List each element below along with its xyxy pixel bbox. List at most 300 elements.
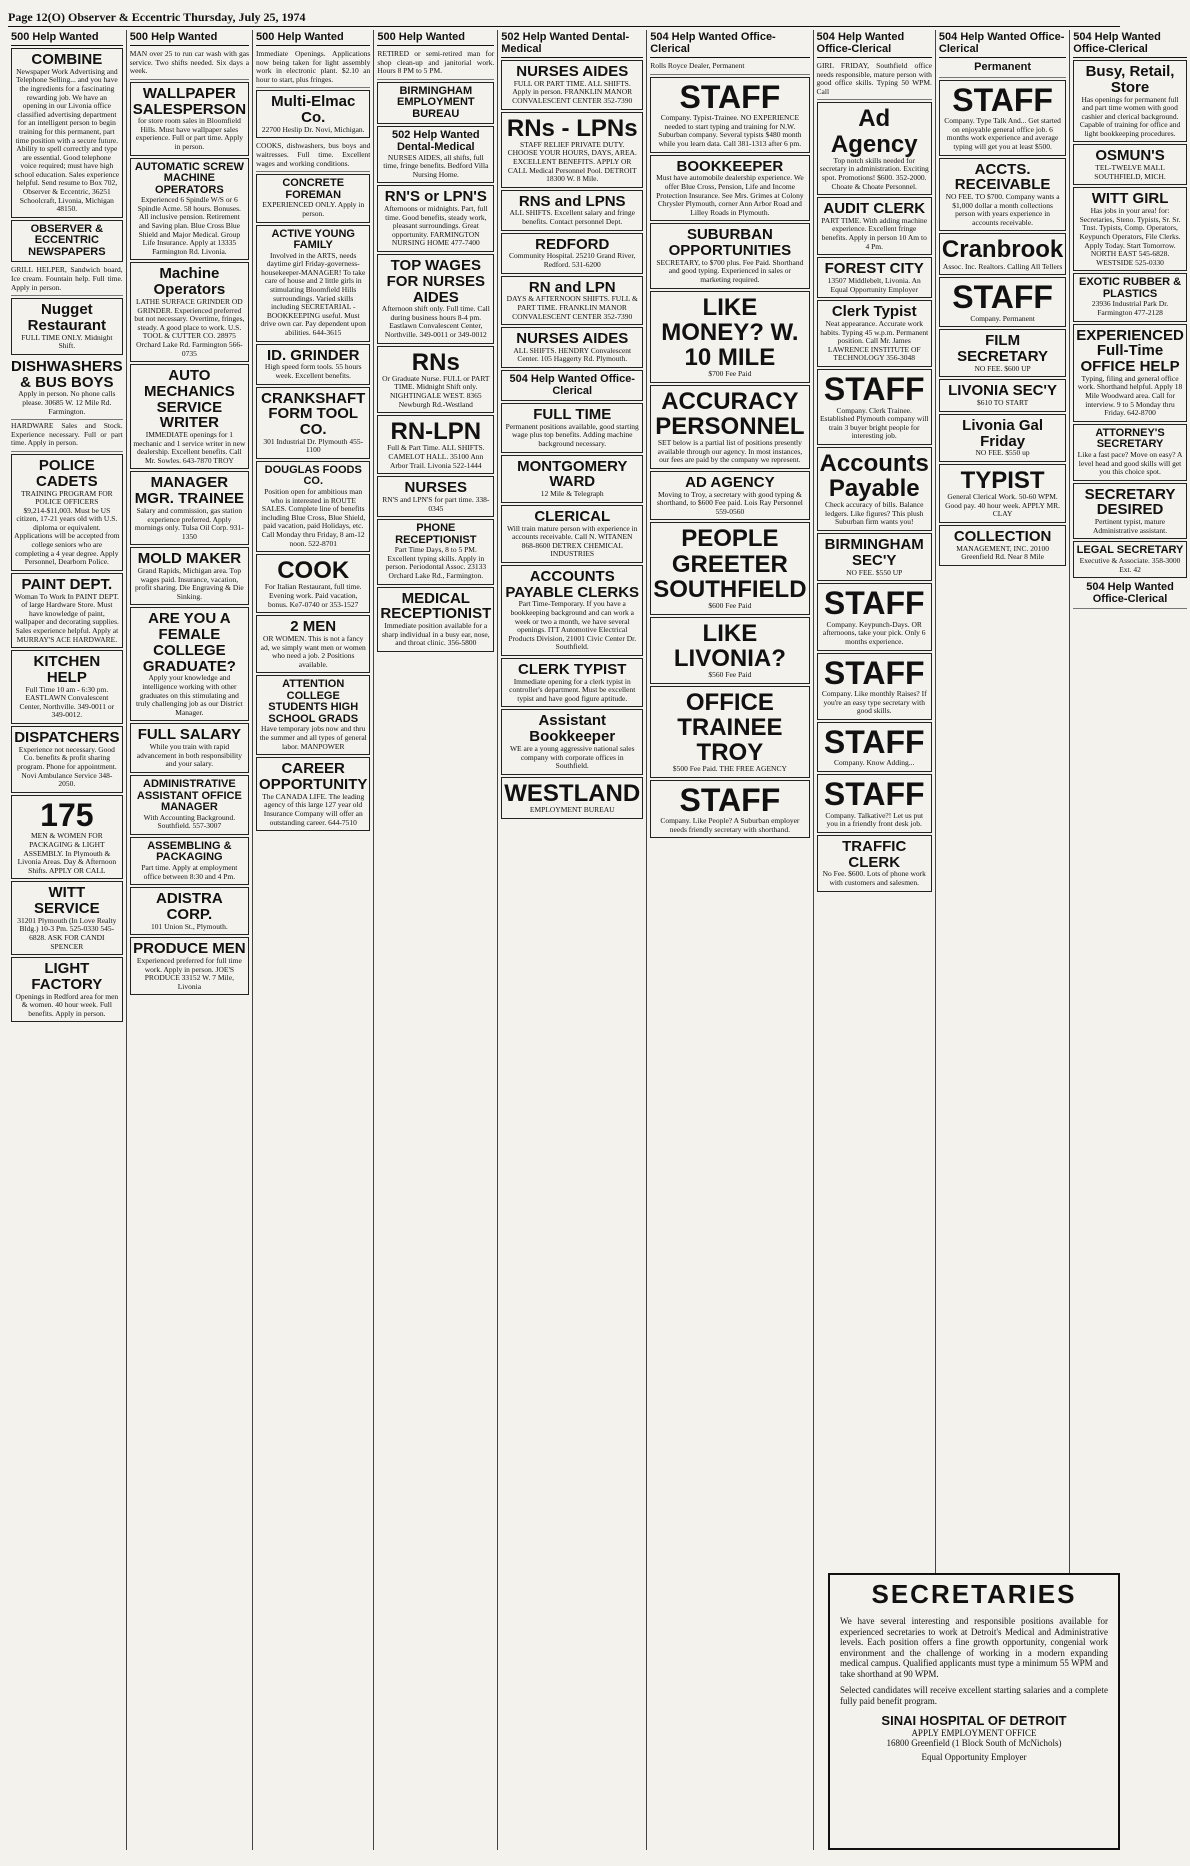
ad-body: MAN over 25 to run car wash with gas service. Two shifts needed. Six days a week. xyxy=(129,49,250,76)
ad-body: 31201 Plymouth (In Love Realty Bldg.) 10-3 Pm. 525-0330 545-6828. ASK FOR CANDI SPENCER xyxy=(17,915,117,951)
ad-body: STAFF RELIEF PRIVATE DUTY. CHOOSE YOUR HOURS, DAYS, AREA. EXCELLENT BENEFITS. APPLY OR CALL Medical Personnel Pool. DETROIT 18300 W. 8 Mile. xyxy=(507,139,637,184)
classified-ad xyxy=(501,403,643,453)
classified-ad xyxy=(256,757,370,831)
classified-ad xyxy=(256,615,370,673)
ad-title: DISHWASHERS & BUS BOYS xyxy=(11,357,123,391)
ad-title: ACCTS. RECEIVABLE xyxy=(954,160,1051,194)
classified-ad xyxy=(256,90,370,138)
page-masthead: Page 12(O) Observer & Eccentric Thursday, July 25, 1974 xyxy=(8,8,1120,27)
ad-title: NURSES AIDES xyxy=(516,330,629,348)
ad-body: Experience not necessary. Good Co. benefits & profit sharing program. Phone for appointment. Novi Ambulance Service 348-2050. xyxy=(16,744,117,789)
classified-ad xyxy=(11,881,123,955)
classified-ad xyxy=(256,140,370,172)
classified-ad xyxy=(650,780,809,839)
ad-title: POLICE CADETS xyxy=(36,457,98,490)
ad-body: 12 Mile & Telegraph xyxy=(540,489,604,499)
section-header: 500 Help Wanted xyxy=(11,30,123,46)
classified-ad xyxy=(817,197,932,255)
classified-ad xyxy=(501,777,643,819)
ad-title: COOK xyxy=(277,557,350,585)
classified-ad xyxy=(256,675,370,755)
classified-ad xyxy=(817,653,932,720)
classified-ad xyxy=(130,364,249,469)
ad-title: EXPERIENCED Full-Time OFFICE HELP xyxy=(1076,326,1184,376)
ad-body: Or Graduate Nurse. FULL or PART TIME. Midnight Shift only. NIGHTINGALE WEST. 8365 Newburgh Rd.-Westland xyxy=(382,373,490,409)
ad-title: Accounts Payable xyxy=(819,449,929,503)
classified-ad xyxy=(817,533,932,581)
classified-ad xyxy=(256,344,370,385)
ad-title: RN'S or LPN'S xyxy=(384,188,487,206)
ad-body: NO FEE. $550 up xyxy=(975,448,1030,458)
ad-title: RN and LPN xyxy=(528,278,616,296)
classified-ad xyxy=(130,837,249,885)
ad-title: CRANKSHAFT FORM TOOL CO. xyxy=(261,389,366,438)
ad-title: COLLECTION xyxy=(953,527,1052,545)
ad-title: Multi-Elmac Co. xyxy=(271,93,356,127)
ad-title: FULL SALARY xyxy=(137,726,242,744)
ad-body: SECRETARY, to $700 plus. Fee Paid. Shorthand and good typing. Experienced in sales or marketing required. xyxy=(656,257,804,284)
ad-title: BIRMINGHAM SEC'Y xyxy=(824,536,924,569)
ad-body: Neat appearance. Accurate work habits. Typing 45 w.p.m. Permanent position. Call Mr. James LAWRENCE INSTITUTE OF TECHNOLOGY 356-3048 xyxy=(820,318,929,363)
ad-title: AUDIT CLERK xyxy=(823,200,926,218)
ad-title: ADISTRA CORP. xyxy=(156,890,223,923)
ad-title: OSMUN'S xyxy=(1095,147,1165,165)
section-header: 504 Help Wanted Office-Clerical xyxy=(650,30,809,58)
classified-ad xyxy=(939,80,1066,156)
ad-body: FULL TIME ONLY. Midnight Shift. xyxy=(21,332,113,351)
ad-title: LEGAL SECRETARY xyxy=(1076,544,1184,557)
classified-ad xyxy=(501,658,643,708)
sinai-eoe: Equal Opportunity Employer xyxy=(921,1751,1027,1762)
classified-ad xyxy=(130,471,249,545)
classified-ad xyxy=(939,525,1066,566)
classified-ad xyxy=(256,461,370,552)
ad-body: NURSES AIDES, all shifts, full time, fringe benefits. Bedford Villa Nursing Home. xyxy=(383,152,489,179)
classified-ad xyxy=(11,573,123,648)
classified-ad xyxy=(501,327,643,368)
classified-ad xyxy=(377,587,494,652)
classified-column xyxy=(647,30,813,1850)
ad-body: Company. Like monthly Raises? If you're an easy type secretary with good skills. xyxy=(821,689,927,716)
ad-body: 23936 Industrial Park Dr. Farmington 477-2128 xyxy=(1091,299,1169,317)
ad-body: ALL SHIFTS. HENDRY Convalescent Center. 105 Haggerty Rd. Plymouth. xyxy=(513,345,632,364)
sinai-note: Selected candidates will receive excellent starting salaries and a complete fully paid benefit program. xyxy=(840,1685,1108,1706)
ad-title: MOLD MAKER xyxy=(137,550,242,568)
ad-body: Experienced preferred for full time work. Apply in person. JOE'S PRODUCE 33152 W. 7 Mile, Livonia xyxy=(136,955,242,991)
classified-ad xyxy=(501,276,643,326)
ad-body: Company. Like People? A Suburban employer needs friendly secretary with shorthand. xyxy=(660,816,800,834)
ad-body: $700 Fee Paid xyxy=(708,369,752,379)
ad-title: 504 Help Wanted Office-Clerical xyxy=(509,373,635,397)
ad-body: NO FEE. TO $700. Company wants a $1,000 dollar a month collections person with years experience in accounts receivable. xyxy=(945,192,1060,227)
classified-ad xyxy=(256,48,370,88)
ad-body: Immediate position available for a sharp individual in a busy ear, nose, and throat clinic. 356-5800 xyxy=(382,621,490,648)
ad-title: WITT GIRL xyxy=(1091,190,1169,208)
ad-body: Full & Part Time. ALL SHIFTS. CAMELOT HALL. 35100 Ann Arbor Trail. Livonia 522-1444 xyxy=(387,443,485,470)
ad-body: Apply in person. No phone calls please. 30685 W. 12 Mile Rd. Farmington. xyxy=(18,389,116,416)
ad-title: Clerk Typist xyxy=(831,303,917,321)
ad-title: PAINT DEPT. xyxy=(21,575,113,593)
ad-title: COMBINE xyxy=(31,51,103,68)
ad-title: SECRETARY DESIRED xyxy=(1084,485,1176,519)
classified-ad xyxy=(939,60,1066,78)
classified-ad xyxy=(650,522,809,614)
classified-column xyxy=(127,30,253,1850)
sinai-body: We have several interesting and responsible positions available for experienced secretaries to work at Detroit's Medical and Administrative levels. Each position offers a fine growth opportunity, congenial work environment and the challenge of working in a modern expanding medical campus. Qualified applicants must type a minimum 55 WPM and take shorthand at 90 WPM. xyxy=(840,1616,1108,1679)
ad-body: Assoc. Inc. Realtors. Calling All Tellers xyxy=(942,261,1063,271)
classified-ad xyxy=(11,650,123,724)
ad-body: Immediate opening for a clerk typist in controller's department. Must be excellent typist and have good figure aptitude. xyxy=(509,676,636,703)
ad-title: Cranbrook xyxy=(941,236,1064,264)
ad-body: COOKS, dishwashers, bus boys and waitresses. Full time. Excellent wages and working conditions. xyxy=(256,141,371,168)
ad-title: Machine Operators xyxy=(153,265,226,299)
classified-ad xyxy=(650,77,809,153)
ad-body: Company. Type Talk And... Get started on enjoyable general office job. 6 months work experience and average typing will get you at least $500. xyxy=(944,116,1061,151)
section-header: 500 Help Wanted xyxy=(256,30,370,46)
ad-title: NURSES AIDES xyxy=(516,63,629,80)
ad-title: AD AGENCY xyxy=(685,473,775,491)
classified-ad xyxy=(130,48,249,80)
ad-body: GIRL FRIDAY, Southfield office needs responsible, mature person with good office skills. Typing 50 WPM. Call xyxy=(816,61,932,96)
ad-body: Position open for ambitious man who is interested in ROUTE SALES. Complete line of benefits including Blue Cross, Blue Shield, paid vacation, paid Holidays, etc. Call Monday thru Friday, 8 am-12 noon. 522-8701 xyxy=(261,487,366,548)
classified-ad xyxy=(501,565,643,656)
ad-title: NURSES xyxy=(404,479,468,497)
classified-ad xyxy=(939,414,1066,462)
ad-body: EMPLOYMENT BUREAU xyxy=(529,804,615,814)
classified-ad xyxy=(11,795,123,880)
classified-ad xyxy=(817,447,932,531)
ad-body: Community Hospital. 25210 Grand River, Redford. 531-6200 xyxy=(509,251,636,269)
ad-body: Part Time Days, 8 to 5 PM. Excellent typing skills. Apply in person. Periodontal Assoc. 23133 Orchard Lake Rd., Farmington. xyxy=(385,545,487,580)
ad-title: ASSEMBLING & PACKAGING xyxy=(147,839,232,864)
ad-title: 504 Help Wanted Office-Clerical xyxy=(1086,581,1174,605)
ad-body: Have temporary jobs now and thru the summer and all types of general labor. MANPOWER xyxy=(259,724,367,751)
classified-ad xyxy=(11,220,123,263)
ad-body: MEN & WOMEN FOR PACKAGING & LIGHT ASSEMBLY. In Plymouth & Livonia Areas. Day & Afternoon Shifts. APPLY OR CALL xyxy=(17,831,117,875)
ad-title: AUTO MECHANICS SERVICE WRITER xyxy=(143,367,235,432)
ad-body: FULL OR PART TIME. ALL SHIFTS. Apply in person. FRANKLIN MANOR CONVALESCENT CENTER 352-7390 xyxy=(512,78,633,105)
ad-title: Livonia Gal Friday xyxy=(962,416,1044,450)
ad-title: RNs - LPNs xyxy=(506,114,638,142)
classified-ad xyxy=(130,937,249,995)
sinai-employer: SINAI HOSPITAL OF DETROIT xyxy=(881,1713,1067,1729)
classified-ad xyxy=(817,102,932,195)
ad-body: Check accuracy of bills. Balance ledgers. Like figures? This plush Suburban firm wants you! xyxy=(824,500,924,527)
ad-title: REDFORD xyxy=(535,235,610,253)
ad-title: FILM SECRETARY xyxy=(957,332,1048,366)
classified-ad xyxy=(817,774,932,833)
ad-body: Pertinent typist, mature Administrative assistant. xyxy=(1092,517,1168,535)
ad-body: $560 Fee Paid xyxy=(708,669,752,679)
classified-ad xyxy=(1073,187,1187,271)
sinai-hospital-ad xyxy=(828,1573,1120,1850)
ad-title: EXOTIC RUBBER & PLASTICS xyxy=(1079,276,1182,300)
classified-column xyxy=(8,30,127,1850)
ad-body: TEL-TWELVE MALL SOUTHFIELD, MICH. xyxy=(1094,163,1166,181)
ad-body: IMMEDIATE openings for 1 mechanic and 1 service writer in new dealership. Excellent benefits. Call Mr. Sowles. 643-7870 TROY xyxy=(133,430,246,465)
sinai-title: SECRETARIES xyxy=(871,1579,1077,1609)
classified-ad xyxy=(817,257,932,298)
ad-body: Top notch skills needed for secretary in administration. Exciting spot. Promotions! $600. 352-2000. Choate & Choate Personnel. xyxy=(819,155,929,191)
ad-body: Company. Keypunch-Days. OR afternoons, take your pick. Only 6 months experience. xyxy=(822,619,926,646)
ad-body: TRAINING PROGRAM FOR POLICE OFFICERS $9,214-$11,003. Must be US citizen, 17-21 years old with U.S. diploma or equivalent. Applications will be accepted from college seniors who are completing a 4 year degree. Apply Personnel, Dearborn Police. xyxy=(14,488,120,567)
ad-title: ATTENTION COLLEGE STUDENTS HIGH SCHOOL GRADS xyxy=(268,678,359,725)
ad-title: WITT SERVICE xyxy=(34,884,100,918)
ad-body: Will train mature person with experience in accounts receivable. Call N. WITANEN 868-8600 DETREX CHEMICAL INDUSTRIES xyxy=(506,523,638,559)
ad-title: BIRMINGHAM EMPLOYMENT BUREAU xyxy=(397,84,475,120)
classified-ad xyxy=(130,887,249,935)
ad-body: HARDWARE Sales and Stock. Experience necessary. Full or part time. Apply in person. xyxy=(11,421,123,448)
ad-body: RETIRED or semi-retired man for shop clean-up and janitorial work. Hours 8 PM to 5 PM. xyxy=(377,49,495,76)
ad-title: RNs xyxy=(411,348,460,376)
ad-body: The CANADA LIFE. The leading agency of this large 127 year old Insurance Company will offer an outstanding career. 644-7510 xyxy=(262,791,365,827)
ad-title: RNS and LPNS xyxy=(518,192,626,210)
classified-ad xyxy=(1073,273,1187,321)
ad-title: FOREST CITY xyxy=(824,260,924,278)
ad-title: BOOKKEEPER xyxy=(676,157,784,175)
ad-title: 502 Help Wanted Dental-Medical xyxy=(392,129,480,153)
classified-column xyxy=(253,30,374,1850)
classified-ad xyxy=(130,262,249,362)
classified-ad xyxy=(1073,580,1187,609)
ad-body: Salary and commission, gas station experience preferred. Apply mornings only. Tulsa Oil Corp. 931-1350 xyxy=(134,505,244,541)
ad-title: CLERK TYPIST xyxy=(518,660,627,678)
ad-body: 22700 Heslip Dr. Novi, Michigan. xyxy=(261,124,365,134)
ad-body: GRILL HELPER, Sandwich board, Ice cream. Fountain help. Full time. Apply in person. xyxy=(11,265,123,292)
ad-body: Company. Talkative?! Let us put you in a friendly front desk job. xyxy=(825,810,924,829)
ad-title: LIKE MONEY? W. 10 MILE xyxy=(661,293,799,371)
classified-ad xyxy=(501,190,643,231)
ad-body: Company. Clerk Trainee. Established Plymouth company will train 3 buyer bright people for interesting job. xyxy=(819,405,929,441)
classified-ad xyxy=(11,357,123,420)
ad-body: Afternoon shift only. Full time. Call during business hours 8-4 pm. Eastlawn Convalescent Center, Northville. 349-0011 or 349-0012 xyxy=(381,304,490,340)
ad-body: Immediate Openings. Applications now being taken for light assembly work in electronic plant. $2.10 an hour to start, plus fringes. xyxy=(256,49,371,84)
classified-ad xyxy=(130,547,249,605)
ad-title: DOUGLAS FOODS CO. xyxy=(264,463,362,488)
classified-ad xyxy=(817,369,932,445)
ad-body: 101 Union St., Plymouth. xyxy=(151,921,228,931)
ad-body: Part Time-Temporary. If you have a bookkeeping background and can work a week or two a month, we have several openings. ITT Automotive Electrical Products Division, 21001 Civic Center Dr. Southfield. xyxy=(508,599,637,652)
ad-body: MANAGEMENT, INC. 20100 Greenfield Rd. Near 8 Mile xyxy=(956,543,1049,562)
ad-title: LIVONIA SEC'Y xyxy=(948,382,1058,400)
ad-body: LATHE SURFACE GRINDER OD GRINDER. Experienced preferred but not necessary. Overtime, fringes, steady. A good place to work. U.S. TOOL & CUTTER CO. 28975 Orchard Lake Rd. Farmington 566-0735 xyxy=(134,296,245,358)
ad-title: TRAFFIC CLERK xyxy=(842,837,907,871)
ad-body: Company. Permanent xyxy=(970,313,1035,323)
ad-title: 175 xyxy=(40,796,94,833)
ad-title: LIKE LIVONIA? xyxy=(673,619,786,672)
classified-ad xyxy=(377,254,494,344)
ad-body: Newspaper Work Advertising and Telephone Selling... and you have the ingredients for a fascinating rewarding job. We have an opening in our Livonia office classified advertising department for an intelligent person to begin training for this permanent, part time position with a secure future. Ability to spell correctly and type are essential. Good telephone voice required; must have high school education. Sales experience helpful. Send resume to Box 702, Observer & Eccentric, 36251 Schoolcraft, Livonia, Michigan 48150. xyxy=(14,66,120,214)
classified-ad xyxy=(130,775,249,835)
classified-ad xyxy=(11,957,123,1022)
classified-column xyxy=(374,30,498,1850)
ad-title: ATTORNEY'S SECRETARY xyxy=(1095,426,1165,451)
classified-ad xyxy=(650,617,809,684)
ad-title: CLERICAL xyxy=(534,507,611,525)
ad-title: AUTOMATIC SCREW MACHINE OPERATORS xyxy=(134,160,244,196)
ad-body: With Accounting Background. Southfield. 557-3007 xyxy=(143,812,236,831)
ad-title: ACCOUNTS PAYABLE CLERKS xyxy=(505,567,640,601)
ad-title: Permanent xyxy=(974,61,1032,73)
classified-ad xyxy=(650,471,809,521)
ad-title: KITCHEN HELP xyxy=(33,653,101,686)
ad-body: Part time. Apply at employment office between 8:30 and 4 Pm. xyxy=(141,862,238,881)
classified-ad xyxy=(817,60,932,100)
ad-title: DISPATCHERS xyxy=(14,729,120,747)
sinai-office: APPLY EMPLOYMENT OFFICE xyxy=(911,1727,1037,1738)
classified-ad xyxy=(939,329,1066,377)
classified-ad xyxy=(939,277,1066,327)
classified-ad xyxy=(256,554,370,613)
ad-body: Woman To Work In PAINT DEPT. of large Hardware Store. Must have knowledge of paint, wallpaper and decorating supplies. Sales experience helpful. Apply at MURRAY'S ACE HARDWARE. xyxy=(14,591,119,644)
classified-ad xyxy=(1073,541,1187,578)
classified-ad xyxy=(11,298,123,355)
ad-title: 2 MEN xyxy=(290,618,337,636)
ad-title: STAFF xyxy=(823,585,925,622)
ad-title: OFFICE TRAINEE TROY xyxy=(677,688,783,766)
classified-ad xyxy=(377,185,494,252)
section-header: 504 Help Wanted Office-Clerical xyxy=(1073,30,1187,58)
ad-title: OBSERVER & ECCENTRIC NEWSPAPERS xyxy=(28,222,106,258)
ad-body: 13507 Middlebelt, Livonia. An Equal Opportunity Employer xyxy=(827,276,921,294)
classified-ad xyxy=(11,420,123,452)
classified-ad xyxy=(1073,144,1187,185)
ad-title: LIGHT FACTORY xyxy=(31,960,103,993)
ad-body: Must have automobile dealership experience. We offer Blue Cross, Pension, Life and Income Protection Insurance. See Mrs. Grimes at Colony Chrysler Plymouth, corner Ann Arbor Road and Lilley Roads in Plymouth. xyxy=(656,173,804,217)
ad-body: Moving to Troy, a secretary with good typing & shorthand, to $600 Fee paid. Lois Ray Personnel 559-0560 xyxy=(656,489,803,516)
ad-title: STAFF xyxy=(679,78,781,115)
classified-ad xyxy=(377,126,494,183)
classified-ad xyxy=(377,519,494,584)
ad-body: Rolls Royce Dealer, Permanent xyxy=(650,61,745,70)
classified-ad xyxy=(650,60,809,75)
classified-ad xyxy=(650,223,809,288)
ad-body: Afternoons or midnights. Part, full time. Good benefits, steady work, pleasant surroundings. Great opportunity. FARMINGTON NURSING HOME 477-7400 xyxy=(383,204,488,248)
section-header: 500 Help Wanted xyxy=(377,30,494,46)
ad-body: For Italian Restaurant, full time. Evening work. Paid vacation, bonus. Ke7-0740 or 353-1527 xyxy=(264,582,362,609)
classified-ad xyxy=(256,225,370,342)
classified-ad xyxy=(377,82,494,125)
ad-title: STAFF xyxy=(823,370,925,407)
ad-title: TOP WAGES FOR NURSES AIDES xyxy=(386,257,485,306)
ad-title: STAFF xyxy=(823,654,925,691)
ad-title: Assistant Bookkeeper xyxy=(529,712,616,746)
classified-ad xyxy=(130,723,249,773)
ad-body: OR WOMEN. This is not a fancy ad, we simply want men or women who need a job. 2 Positions available. xyxy=(260,633,366,669)
ad-body: EXPERIENCED ONLY. Apply in person. xyxy=(262,200,365,218)
section-header: 502 Help Wanted Dental-Medical xyxy=(501,30,643,58)
ad-title: STAFF xyxy=(823,723,925,760)
classified-ad xyxy=(377,48,494,80)
classified-ad xyxy=(650,155,809,222)
ad-body: Permanent positions available, good starting wage plus top benefits. Adding machine background necessary. xyxy=(505,421,639,449)
classified-ad xyxy=(817,835,932,892)
ad-title: STAFF xyxy=(952,81,1053,118)
classified-ad xyxy=(256,387,370,459)
classified-ad xyxy=(817,722,932,772)
classified-ad xyxy=(939,464,1066,523)
ad-body: Full Time 10 am - 6:30 pm. EASTLAWN Convalescent Center, Northville. 349-0011 or 349-0012. xyxy=(19,684,115,720)
ad-body: $600 Fee Paid xyxy=(708,600,752,610)
classified-ad xyxy=(939,379,1066,411)
classified-ad xyxy=(11,264,123,296)
ad-title: WESTLAND xyxy=(504,779,641,807)
ad-body: Has openings for permanent full and part time women with good cashier and clerical background. Capable of training for office and light bookkeeping procedures. xyxy=(1079,94,1181,138)
classified-ad xyxy=(11,454,123,571)
ad-title: CONCRETE FOREMAN xyxy=(282,177,345,201)
ad-body: NO FEE. $550 UP xyxy=(846,567,903,577)
ad-body: Involved in the ARTS, needs daytime girl Friday-governess-housekeeper-MANAGER! To take care of house and 2 little girls in stimulating Bloomfield Hills surroundings. Varied skills including SECRETARIAL - BOOKKEEPING useful. Must drive own car. Pay dependent upon abilities. 644-3615 xyxy=(260,250,366,337)
ad-title: MEDICAL RECEPTIONIST xyxy=(380,589,492,623)
ad-body: RN'S and LPN'S for part time. 338-0345 xyxy=(382,494,490,513)
classified-ad xyxy=(256,174,370,222)
ad-title: ARE YOU A FEMALE COLLEGE GRADUATE? xyxy=(142,610,236,675)
ad-title: Nugget Restaurant xyxy=(27,301,107,335)
ad-body: Company. Know Adding... xyxy=(834,758,915,768)
ad-body: 301 Industrial Dr. Plymouth 455-1100 xyxy=(263,436,364,455)
ad-body: General Clerical Work. 50-60 WPM. Good pay. 40 hour week. APPLY MR. CLAY xyxy=(945,492,1061,519)
ad-title: STAFF xyxy=(823,776,925,813)
ad-body: Executive & Associate. 358-3000 Ext. 42 xyxy=(1079,555,1181,574)
classified-ad xyxy=(650,385,809,469)
classified-ad xyxy=(130,158,249,261)
classified-ad xyxy=(817,300,932,367)
classified-ad xyxy=(377,346,494,414)
ad-body: WE are a young aggressive national sales company with corporate offices in Southfield. xyxy=(509,743,635,771)
classified-ad xyxy=(1073,324,1187,422)
classified-ad xyxy=(817,583,932,650)
classified-ad xyxy=(501,455,643,503)
classified-ad xyxy=(501,112,643,188)
classified-ad xyxy=(501,233,643,274)
classified-ad xyxy=(1073,60,1187,142)
ad-title: STAFF xyxy=(679,781,781,818)
ad-body: Grand Rapids, Michigan area. Top wages paid. Insurance, vacation, profit sharing. Die Engraving & Die Sinking. xyxy=(135,566,244,601)
newspaper-page xyxy=(8,8,1184,1850)
ad-title: MANAGER MGR. TRAINEE xyxy=(134,474,244,508)
classified-ad xyxy=(650,291,809,383)
ad-body: $500 Fee Paid. THE FREE AGENCY xyxy=(672,764,787,774)
ad-body: PART TIME. With adding machine experience. Excellent fringe benefits. Apply in person 10 Am to 4 Pm. xyxy=(821,215,928,251)
sinai-address: 16800 Greenfield (1 Block South of McNichols) xyxy=(886,1737,1062,1748)
classified-ad xyxy=(11,48,123,218)
ad-title: RN-LPN xyxy=(390,418,482,446)
classified-ad xyxy=(1073,483,1187,540)
section-header: 504 Help Wanted Office-Clerical xyxy=(939,30,1066,58)
classified-ad xyxy=(130,82,249,156)
ad-body: Like a fast pace? Move on easy? A level head and good skills will get you this choice spot. xyxy=(1077,449,1183,477)
classified-ad xyxy=(130,607,249,721)
classified-column xyxy=(498,30,647,1850)
ad-body: Has jobs in your area! for: Secretaries, Steno. Typists, Sr. Sr. Tnst. Typists, Comp. Operators, Keypunch Operators, File Clerks. Apply Today. Start Tomorrow. NORTH EAST 545-6828. WESTSIDE 525-0330 xyxy=(1079,206,1181,267)
ad-body: for store room sales in Bloomfield Hills. Must have wallpaper sales experience. Full or part time. Apply in person. xyxy=(135,116,243,152)
ad-body: Apply your knowledge and intelligence working with other graduates on this stimulating and truly challenging job as our District Manager. xyxy=(135,673,243,717)
ad-title: Ad Agency xyxy=(830,105,918,158)
ad-title: STAFF xyxy=(952,279,1053,316)
ad-title: PEOPLE GREETER SOUTHFIELD xyxy=(653,525,807,603)
classified-ad xyxy=(939,233,1066,275)
ad-body: Openings in Redford area for men & women. 40 hour week. Full benefits. Apply in person. xyxy=(15,991,119,1018)
ad-title: FULL TIME xyxy=(533,406,612,424)
ad-body: Company. Typist-Trainee. NO EXPERIENCE needed to start typing and training for N.W. Suburban company. Several typists $480 month while you learn data. Call 381-1313 after 6 pm. xyxy=(658,113,802,148)
ad-title: MONTGOMERY WARD xyxy=(517,457,628,491)
ad-title: Busy, Retail, Store xyxy=(1085,63,1175,96)
ad-body: Typing, filing and general office work. Shorthand helpful. Apply 18 Mile Woodward area. Call for interview. 9 to 5 Monday thru Friday. 642-8700 xyxy=(1077,373,1183,418)
ad-title: CAREER OPPORTUNITY xyxy=(259,760,368,793)
classified-ad xyxy=(501,60,643,110)
ad-title: ADMINISTRATIVE ASSISTANT OFFICE MANAGER xyxy=(136,777,242,814)
classified-ad xyxy=(650,686,809,778)
